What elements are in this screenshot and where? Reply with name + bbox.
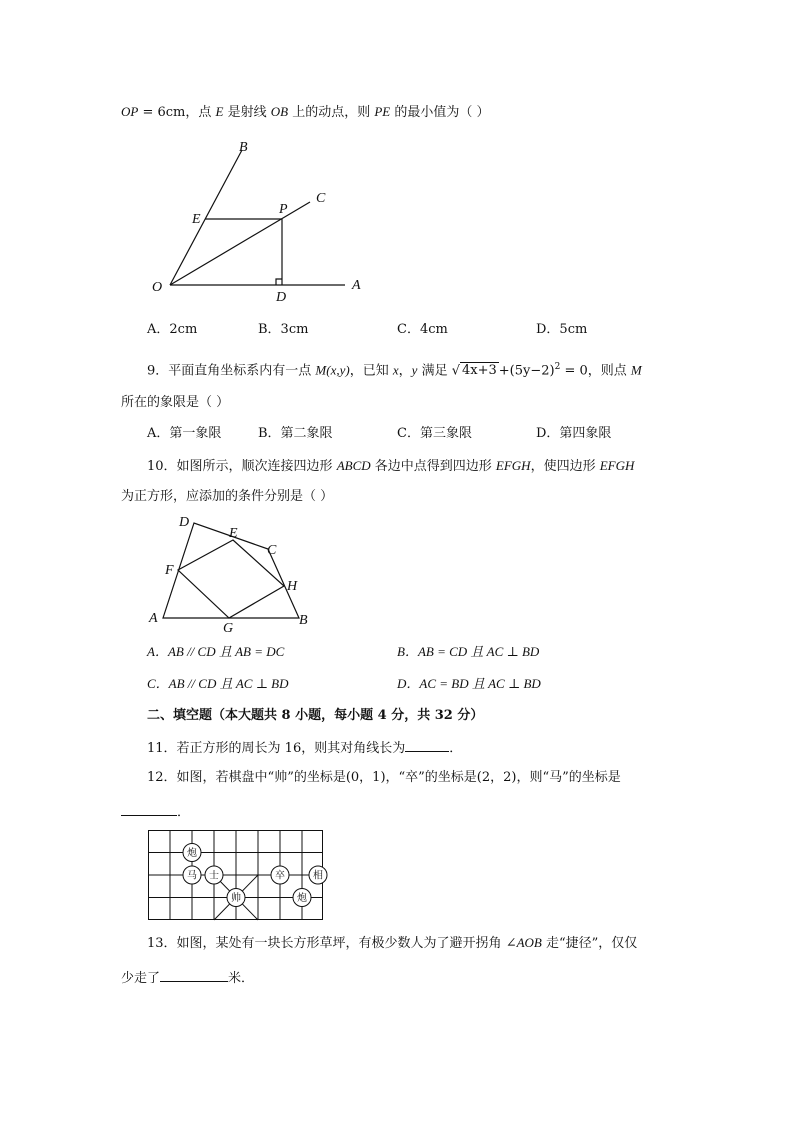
- q13-line2: [121, 967, 254, 989]
- q9-x: x: [392, 362, 399, 378]
- q8-e: E: [215, 104, 224, 119]
- label-p: P: [279, 202, 288, 217]
- right-angle-mark: [276, 279, 282, 285]
- q11: [147, 737, 462, 759]
- q10-figure: [145, 510, 315, 635]
- q9-stem: 9．平面直角坐标系内有一点 M(x,y)，已知 x，y 满足 √ $4x+3 +(5y-2)^2 = 0$，则点 M: [147, 362, 642, 379]
- label-b: B: [239, 140, 248, 155]
- q9-t1: 平面直角坐标系内有一点: [168, 363, 316, 379]
- piece-ma: [183, 866, 201, 884]
- q10-option-d: D．AC = BD 且 AC ⊥ BD: [397, 676, 541, 691]
- q9-sqrt: 4x+3: [462, 363, 497, 379]
- label-e: E: [192, 212, 201, 227]
- ray-oc: [170, 202, 310, 285]
- label-f: F: [165, 563, 174, 578]
- q8-option-b: B．3cm: [258, 322, 309, 337]
- svg-text:马: 马: [187, 870, 197, 882]
- q9-sup: 2: [554, 362, 561, 372]
- q8-option-c: C．4cm: [397, 322, 448, 337]
- q8-text-d: 是射线: [223, 105, 271, 120]
- svg-text:卒: 卒: [275, 870, 285, 882]
- q10-t1: 如图所示，顺次连接四边形: [176, 459, 337, 474]
- q9-t6: ，: [398, 363, 412, 379]
- label-g: G: [223, 621, 234, 636]
- piece-shuai: [227, 889, 245, 907]
- q10-option-b: B．AB = CD 且 AC ⊥ BD: [397, 644, 540, 659]
- piece-pao-1: [183, 844, 201, 862]
- label-d: D: [276, 290, 287, 305]
- label-e: E: [229, 526, 238, 541]
- label-a: A: [352, 278, 361, 293]
- q8-text-b: = 6cm，点: [138, 105, 216, 120]
- q13-line2b: 米．: [228, 971, 255, 986]
- piece-zu: [271, 866, 289, 884]
- q12-answer-blank[interactable]: [121, 801, 177, 816]
- q9-t9: +(5y−2): [498, 363, 555, 379]
- q10-efgh: EFGH: [495, 458, 531, 473]
- q13-angle: ∠AOB: [505, 935, 542, 950]
- q13-t3: 走“捷径”，仅仅: [541, 936, 638, 951]
- q13: [147, 933, 637, 954]
- q8-ob: OB: [270, 104, 289, 119]
- svg-text:相: 相: [313, 870, 323, 882]
- label-a: A: [149, 611, 158, 626]
- q8-stem: [121, 102, 490, 123]
- svg-text:帅: 帅: [231, 893, 241, 904]
- q11-answer-blank[interactable]: [405, 737, 449, 752]
- q10-option-c: C．AB // CD 且 AC ⊥ BD: [147, 676, 289, 691]
- q12-line2: [121, 801, 190, 823]
- q13-t1: 13．如图，某处有一块长方形草坪，有极少数人为了避开拐角: [147, 936, 506, 951]
- q9-option-a: A．第一象限: [147, 426, 222, 441]
- q8-option-a: A．2cm: [147, 322, 198, 337]
- q9-xy: (x,y): [326, 362, 350, 378]
- label-o: O: [152, 280, 163, 295]
- svg-text:士: 士: [209, 870, 219, 882]
- q10-t5: ，使四边形: [530, 459, 600, 474]
- label-c: C: [316, 191, 326, 206]
- piece-pao-2: [293, 889, 311, 907]
- q9-option-b: B．第二象限: [258, 426, 333, 441]
- q9-y: y: [411, 362, 418, 378]
- q9-t8: 满足: [417, 363, 452, 379]
- chessboard-figure: [148, 830, 323, 920]
- q10-line2: 为正方形，应添加的条件分别是（ ）: [121, 489, 334, 504]
- q8-op: OP: [121, 104, 139, 119]
- q13-answer-blank[interactable]: [160, 967, 228, 982]
- q8-pe: PE: [374, 104, 391, 119]
- label-d: D: [179, 515, 190, 530]
- q9-t4: ，已知: [349, 363, 393, 379]
- q9-m: M: [315, 362, 327, 378]
- q10-num: 10．: [147, 459, 177, 474]
- q9-line2: 所在的象限是（ ）: [121, 395, 230, 410]
- piece-shi: [205, 866, 223, 884]
- label-h: H: [287, 579, 298, 594]
- q9-option-d: D．第四象限: [536, 426, 612, 441]
- q10-stem: [147, 456, 634, 477]
- piece-xiang: [309, 866, 327, 884]
- q12-end: ．: [177, 805, 191, 820]
- q8-figure: [145, 135, 385, 305]
- q8-text-f: 上的动点，则: [288, 105, 375, 120]
- q10-option-a: A．AB // CD 且 AB = DC: [147, 644, 285, 659]
- q8-text-h: 的最小值为（ ）: [390, 105, 490, 120]
- q11-end: ．: [449, 741, 463, 756]
- section-2-heading: 二、填空题（本大题共 8 小题，每小题 4 分，共 32 分）: [147, 708, 484, 723]
- ray-ob: [170, 150, 242, 285]
- svg-text:炮: 炮: [187, 848, 197, 859]
- q8-option-d: D．5cm: [536, 322, 588, 337]
- q12: 12．如图，若棋盘中“帅”的坐标是(0，1)，“卒”的坐标是(2，2)，则“马”的坐标是: [147, 770, 621, 785]
- q10-abcd: ABCD: [336, 458, 371, 473]
- label-b: B: [299, 613, 308, 628]
- q13-line2a: 少走了: [121, 971, 161, 986]
- q11-text: 11．若正方形的周长为 16，则其对角线长为: [147, 741, 406, 756]
- q10-t3: 各边中点得到四边形: [370, 459, 496, 474]
- svg-text:炮: 炮: [297, 893, 307, 904]
- q9-m2: M: [630, 362, 642, 378]
- q10-efgh2: EFGH: [599, 458, 635, 473]
- q9-option-c: C．第三象限: [397, 426, 472, 441]
- q9-t10: = 0，则点: [560, 363, 631, 379]
- q9-num: 9．: [147, 363, 169, 379]
- label-c: C: [267, 543, 277, 558]
